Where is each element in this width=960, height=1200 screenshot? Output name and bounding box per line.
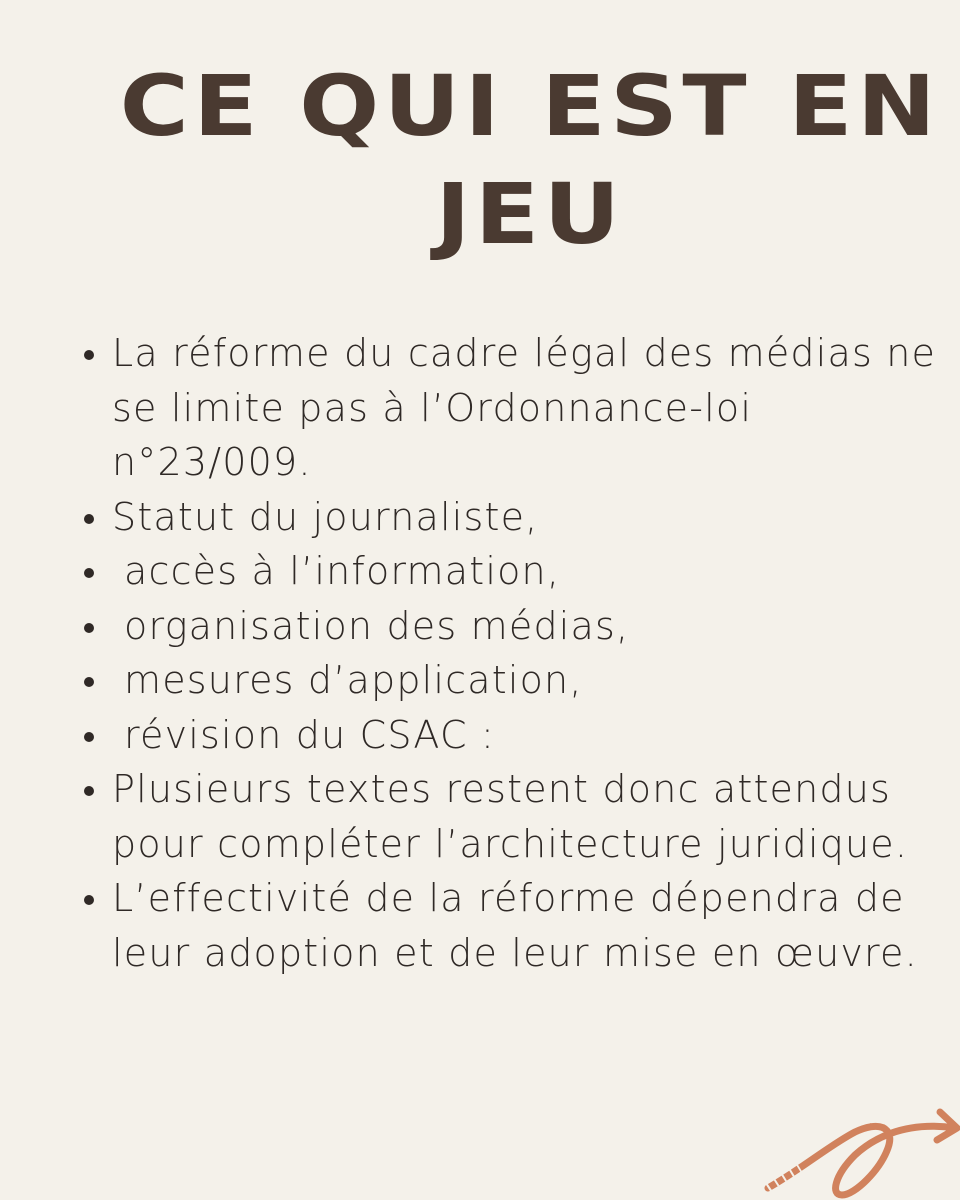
bullet-dot-icon [84, 895, 94, 905]
bullet-item [78, 490, 938, 545]
bullet-dot-icon [84, 623, 94, 633]
bullet-dot-icon [84, 514, 94, 524]
bullet-item [78, 871, 938, 980]
bullet-text: Statut du journaliste, [112, 494, 539, 539]
bullet-text: mesures d’application, [124, 658, 583, 702]
bullet-text: Plusieurs textes restent donc attendus pour compléter l’architecture juridique. [112, 767, 909, 866]
curly-arrow-icon [760, 1100, 960, 1200]
bullet-dot-icon [84, 350, 94, 360]
bullet-text: accès à l’information, [124, 549, 561, 593]
bullet-item [78, 653, 938, 708]
title-line-1: CE QUI EST EN [119, 57, 941, 155]
bullet-item [78, 762, 938, 871]
bullet-dot-icon [84, 732, 94, 742]
page-title [82, 52, 960, 268]
bullet-item [78, 326, 938, 490]
bullet-list [78, 326, 938, 980]
title-line-2: JEU [435, 165, 625, 263]
bullet-text: L’effectivité de la réforme dépendra de leur adoption et de leur mise en œuvre. [112, 876, 918, 975]
bullet-dot-icon [84, 568, 94, 578]
bullet-dot-icon [84, 786, 94, 796]
bullet-dot-icon [84, 677, 94, 687]
bullet-item [78, 599, 938, 654]
bullet-text: organisation des médias, [124, 603, 630, 648]
bullet-item [78, 708, 938, 763]
bullet-text: révision du CSAC : [124, 712, 495, 757]
bullet-text: La réforme du cadre légal des médias ne se limite pas à l’Ordonnance-loi n°23/009. [112, 331, 937, 484]
bullet-item [78, 544, 938, 599]
